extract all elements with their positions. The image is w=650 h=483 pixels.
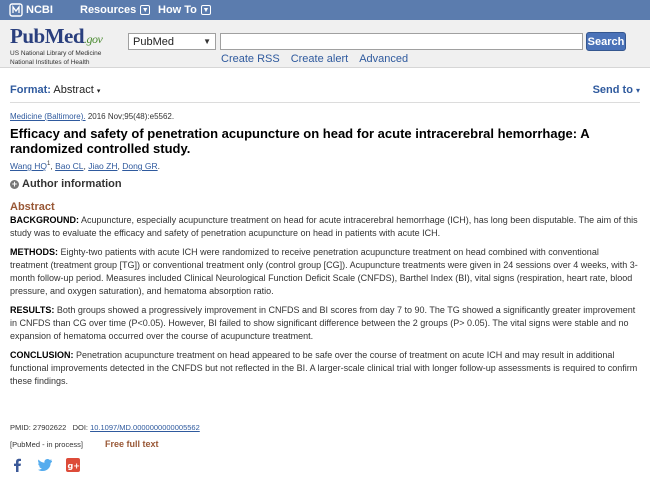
section-text: Eighty-two patients with acute ICH were randomized to receive penetration acupuncture treatment on head combined with conventional treatment (treatment group [TG]) or conventional treatment only (control group [CG]). Acupuncture treatments were given in 24 sessions over 4 weeks, with 3-month follow-up period. Measures included Clinical Neurological Function Deficit Scale (CNFDS), Barthel Index (BI), vital signs (respiration, heart rate, blood pressure, and oxygen saturation), and hematoma absorption ratio. <box>10 247 638 296</box>
ncbi-logo-text: NCBI <box>26 4 53 16</box>
chevron-down-icon: ▼ <box>141 6 149 14</box>
pubmed-status: [PubMed - in process] <box>10 440 83 449</box>
create-alert-link[interactable]: Create alert <box>290 53 349 65</box>
pubmed-logo[interactable] <box>10 24 102 67</box>
nih-subtitle: National Institutes of Health <box>10 59 90 66</box>
search-button[interactable]: Search <box>586 32 626 51</box>
section-text: Penetration acupuncture treatment on head appeared to be safe over the course of treatment on acute ICH and may result in additional functional improvements detected in the CNFDS but not reflected in the BI. A larger-scale clinical trial with longer follow-up assessments is required to confirm these findings. <box>10 350 638 386</box>
author-information-toggle[interactable] <box>10 178 122 190</box>
how-to-menu-label: How To <box>158 4 197 16</box>
advanced-link[interactable]: Advanced <box>359 53 409 65</box>
pubmed-header <box>0 20 650 68</box>
abstract-section-conclusion <box>10 349 638 388</box>
ncbi-logo[interactable] <box>9 3 53 17</box>
author-list: Wang $HQ^1$, Bao CL, Jiao ZH, Dong GR. <box>10 161 161 171</box>
author-affiliation-sup: 1 <box>47 161 51 168</box>
twitter-share-button[interactable] <box>38 458 52 472</box>
format-label: Format: <box>10 84 51 96</box>
ncbi-bar <box>0 0 650 20</box>
pubmed-logo-med: Med <box>44 24 85 48</box>
nlm-subtitle: US National Library of Medicine <box>10 50 102 57</box>
ncbi-logo-icon <box>9 3 23 17</box>
google-plus-share-button[interactable] <box>66 458 80 472</box>
database-select-value: PubMed <box>133 35 174 48</box>
author-link[interactable]: Wang HQ <box>10 161 48 171</box>
pubmed-logo-gov: .gov <box>84 32 103 46</box>
chevron-down-icon: ▼ <box>203 37 211 46</box>
doi-link[interactable]: 10.1097/MD.0000000000005562 <box>90 423 200 432</box>
section-label: METHODS: <box>10 247 58 257</box>
free-full-text-link[interactable]: Free full text <box>105 439 159 449</box>
chevron-down-icon: ▾ <box>635 86 640 95</box>
facebook-share-button[interactable] <box>10 458 24 472</box>
resources-menu-label: Resources <box>80 4 137 16</box>
abstract-section-methods <box>10 246 638 298</box>
section-text: Both groups showed a progressively improvement in CNFDS and BI scores from day 7 to 90. The TG showed a significantly greater improvement in CNFDS than CG over time (P<0.05). However, BI failed to show significant difference between the 2 groups (P> 0.05). The vital signs were stable and no expansion of hematoma occurred over the course of acupuncture treatment. <box>10 305 636 341</box>
abstract-body <box>10 214 638 394</box>
resources-menu[interactable] <box>80 4 150 16</box>
send-to-label: Send to <box>592 84 633 96</box>
section-label: CONCLUSION: <box>10 350 74 360</box>
author-information-label: Author information <box>22 178 122 190</box>
abstract-section-results <box>10 304 638 343</box>
pmid: PMID: 27902622 <box>10 423 67 432</box>
pubmed-logo-word: PubMed.gov <box>10 24 103 48</box>
article-ids <box>10 423 200 432</box>
facebook-icon <box>12 458 22 472</box>
author-link[interactable]: Jiao ZH <box>88 161 118 171</box>
article-title: Efficacy and safety of penetration acupuncture on head for acute intracerebral hemorrhage: A randomized controlled study. <box>10 126 590 156</box>
abstract-heading: Abstract <box>10 201 55 213</box>
chevron-down-icon: ▾ <box>96 88 101 95</box>
citation <box>10 112 174 121</box>
format-value: Abstract <box>53 84 94 96</box>
section-label: BACKGROUND: <box>10 215 79 225</box>
section-label: RESULTS: <box>10 305 55 315</box>
author-link[interactable]: Dong GR <box>122 161 158 171</box>
format-row <box>10 84 640 96</box>
format-dropdown[interactable] <box>10 84 100 96</box>
section-text: Acupuncture, especially acupuncture treatment on head for acute intracerebral hemorrhage (ICH), has long been disputable. The aim of this study was to evaluate the efficacy and safety of penetration acupuncture on head in patients with acute ICH. <box>10 215 638 238</box>
google-plus-icon <box>66 458 80 472</box>
doi-label: DOI: <box>72 423 88 432</box>
svg-text:g+: g+ <box>67 461 80 471</box>
divider <box>10 102 640 103</box>
search-input[interactable] <box>220 33 583 50</box>
create-rss-link[interactable]: Create RSS <box>221 53 280 65</box>
author-link[interactable]: Bao CL <box>55 161 84 171</box>
abstract-section-background <box>10 214 638 240</box>
header-links <box>221 53 408 65</box>
twitter-icon <box>38 459 52 471</box>
send-to-dropdown[interactable] <box>593 84 640 96</box>
journal-link[interactable]: Medicine (Baltimore). <box>10 112 86 121</box>
social-share <box>10 458 80 472</box>
chevron-down-icon: ▼ <box>202 6 210 14</box>
database-select[interactable] <box>128 33 216 50</box>
expand-plus-icon: + <box>11 178 18 189</box>
citation-details: 2016 Nov;95(48):e5562. <box>87 112 175 121</box>
how-to-menu[interactable] <box>158 4 211 16</box>
